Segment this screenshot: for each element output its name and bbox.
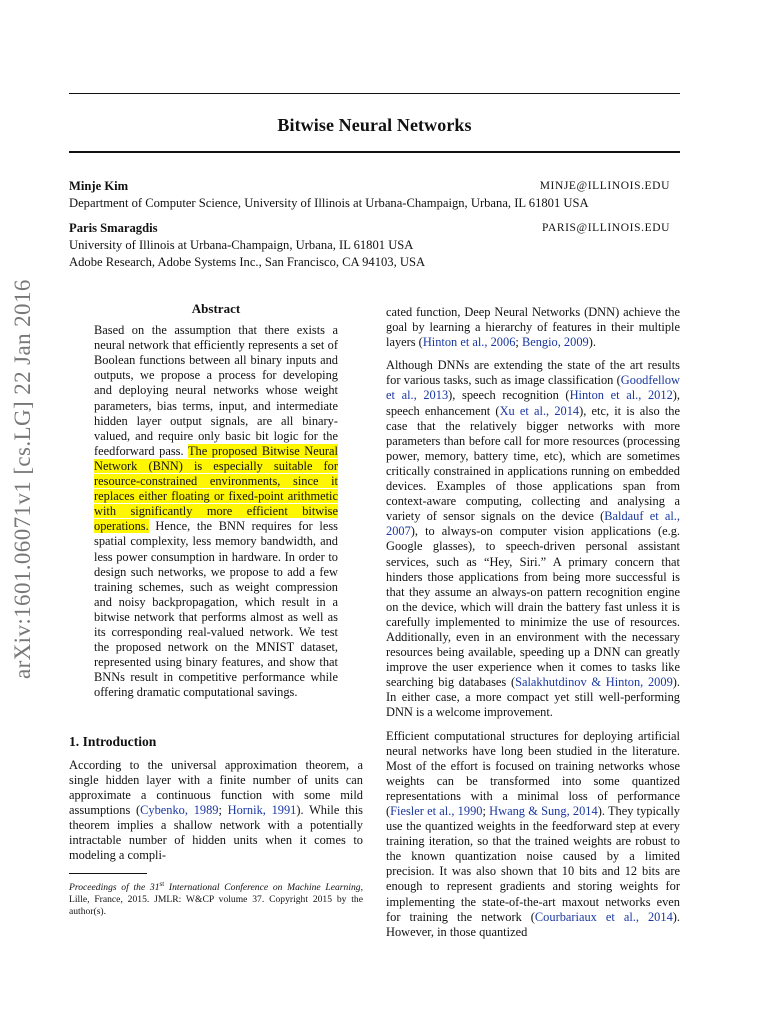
author-block-1 [69,178,680,212]
citation-link[interactable]: Cybenko, 1989 [140,802,219,817]
citation-link[interactable]: Bengio, 2009 [521,335,589,350]
citation-link[interactable]: Courbariaux et al., 2014 [534,909,673,924]
body-paragraph [386,358,680,720]
text-run: ; [218,802,228,817]
abstract-text-part: Hence, the BNN requires for less spatial complexity, less memory bandwidth, and less power consumption in hardware. In order to design such networks, we propose to add a few training schemes, such as weight compression and noisy backpropagation, which result in a bitwise network that performs almost as well as its corresponding real-valued network. We test the proposed network on the MNIST dataset, represented using binary features, and show that BNNs result in competitive performance while offering dramatic computational savings. [94,519,338,700]
author-name: Paris Smaragdis [69,221,158,235]
author-affiliation: Department of Computer Science, University of Illinois at Urbana-Champaign, Urbana, IL 61801 USA [69,196,589,210]
text-run: ). While this theorem implies a shallow network with a potentially intractable number of hidden units when it comes to modeling a compli- [69,802,364,863]
author-email[interactable]: PARIS@ILLINOIS.EDU [542,222,670,234]
text-run: ), speech enhancement ( [386,388,680,418]
right-column [386,305,680,948]
body-paragraph [386,729,680,940]
abstract-text-part: Based on the assumption that there exists a neural network that efficiently represents a set of Boolean functions between all binary inputs and outputs, we propose a process for developing and deploying neural networks whose weight parameters, bias terms, input, and intermediate hidden layer output signals, are all binary-valued, and require only basic bit logic for the feedforward pass. [94,323,338,458]
left-column [69,301,363,918]
text-run: According to the universal approximation theorem, a single hidden layer with a finite number of units can approximate a continuous function with some mild assumptions ( [69,757,363,817]
citation-link[interactable]: Goodfellow et al., 2013 [386,373,680,403]
body-paragraph [386,305,680,350]
citation-link[interactable]: Xu et al., 2014 [499,403,580,418]
text-run: cated function, Deep Neural Networks (DNN) achieve the goal by learning a hierarchy of features in their multiple layers ( [386,305,680,350]
abstract-heading: Abstract [191,301,241,316]
author-affiliation: Adobe Research, Adobe Systems Inc., San Francisco, CA 94103, USA [69,255,426,269]
author-name: Minje Kim [69,179,129,193]
footnote-rule [69,873,147,874]
text-run: ), speech recognition ( [448,388,570,403]
text-run: ; [482,804,490,818]
title-bottom-rule [69,151,680,153]
author-block-2 [69,220,680,271]
footnote [69,878,363,918]
citation-link[interactable]: Hinton et al., 2006 [422,335,516,350]
citation-link[interactable]: Hornik, 1991 [227,802,297,817]
citation-link[interactable]: Fiesler et al., 1990 [390,804,483,818]
text-run: International Conference on Machine Learning [164,882,361,894]
citation-link[interactable]: Hinton et al., 2012 [569,388,673,403]
text-run: ). They typically use the quantized weights in the feedforward step at every training iteration, so that the trained weights are robust to the known quantization noise caused by a limited precision. It was also shown that 10 bits and 12 bits are enough to represent gradients and storing weights for implementing the state-of-the-art maxout networks even for training the network ( [386,804,681,924]
text-run: ), etc, it is also the case that the relatively bigger networks with more parameters than before call for more resources (processing power, memory, battery time, etc), which are sometimes critically constrained in applications running on embedded devices. Examples of those applications span from context-aware computing, collecting and analysing a variety of sensor signals on the device ( [386,403,680,524]
text-run: , Lille, France, 2015. JMLR: W&CP volume 37. Copyright 2015 by the author(s). [69,882,363,918]
text-run: ). However, in those quantized [386,909,680,939]
text-run: ). In either case, a more compact yet still well-performing DNN is a welcome improvement. [386,675,680,720]
abstract-text [69,323,363,700]
citation-link[interactable]: Hwang & Sung, 2014 [489,804,598,818]
text-run: ; [515,335,522,350]
author-email[interactable]: MINJE@ILLINOIS.EDU [539,180,670,192]
top-rule [69,93,680,94]
text-run: ). [588,335,596,350]
citation-link[interactable]: Salakhutdinov & Hinton, 2009 [515,675,673,690]
highlighted-text[interactable]: The proposed Bitwise Neural Network (BNN) is especially suitable for resource-constrained environments, since it replaces either floating or fixed-point arithmetic with significantly more efficient bitwise operations. [94,443,338,534]
citation-link[interactable]: Baldauf et al., 2007 [386,509,680,539]
text-run: ), to always-on computer vision applications (e.g. Google glasses), to speech-driven personal assistant services, such as “Hey, Siri.” A primary concern that hinders those applications from being more successful is that they assume an always-on pattern recognition engine on the device, which will drain the battery fast unless it is carefully implemented to minimize the use of resources. Additionally, even in an environment with the necessary resources being available, speeding up a DNN can greatly improve the user experience when it comes to tasks like searching big databases ( [386,524,680,690]
arxiv-identifier[interactable]: arXiv:1601.06071v1 [cs.LG] 22 Jan 2016 [10,279,35,679]
intro-paragraph [69,758,363,864]
author-affiliation: University of Illinois at Urbana-Champaign, Urbana, IL 61801 USA [69,238,414,252]
text-run: Although DNNs are extending the state of the art results for various tasks, such as image classification ( [386,358,680,388]
section-heading: 1. Introduction [69,734,157,750]
text-run: Efficient computational structures for deploying artificial neural networks have long been studied in the literature. Most of the effort is focused on training networks whose weights can be transformed into some quantized representations with a minimal loss of performance ( [386,728,680,818]
text-run: st [159,880,165,889]
paper-title: Bitwise Neural Networks [277,115,472,135]
text-run: Proceedings of the 31 [69,882,160,894]
